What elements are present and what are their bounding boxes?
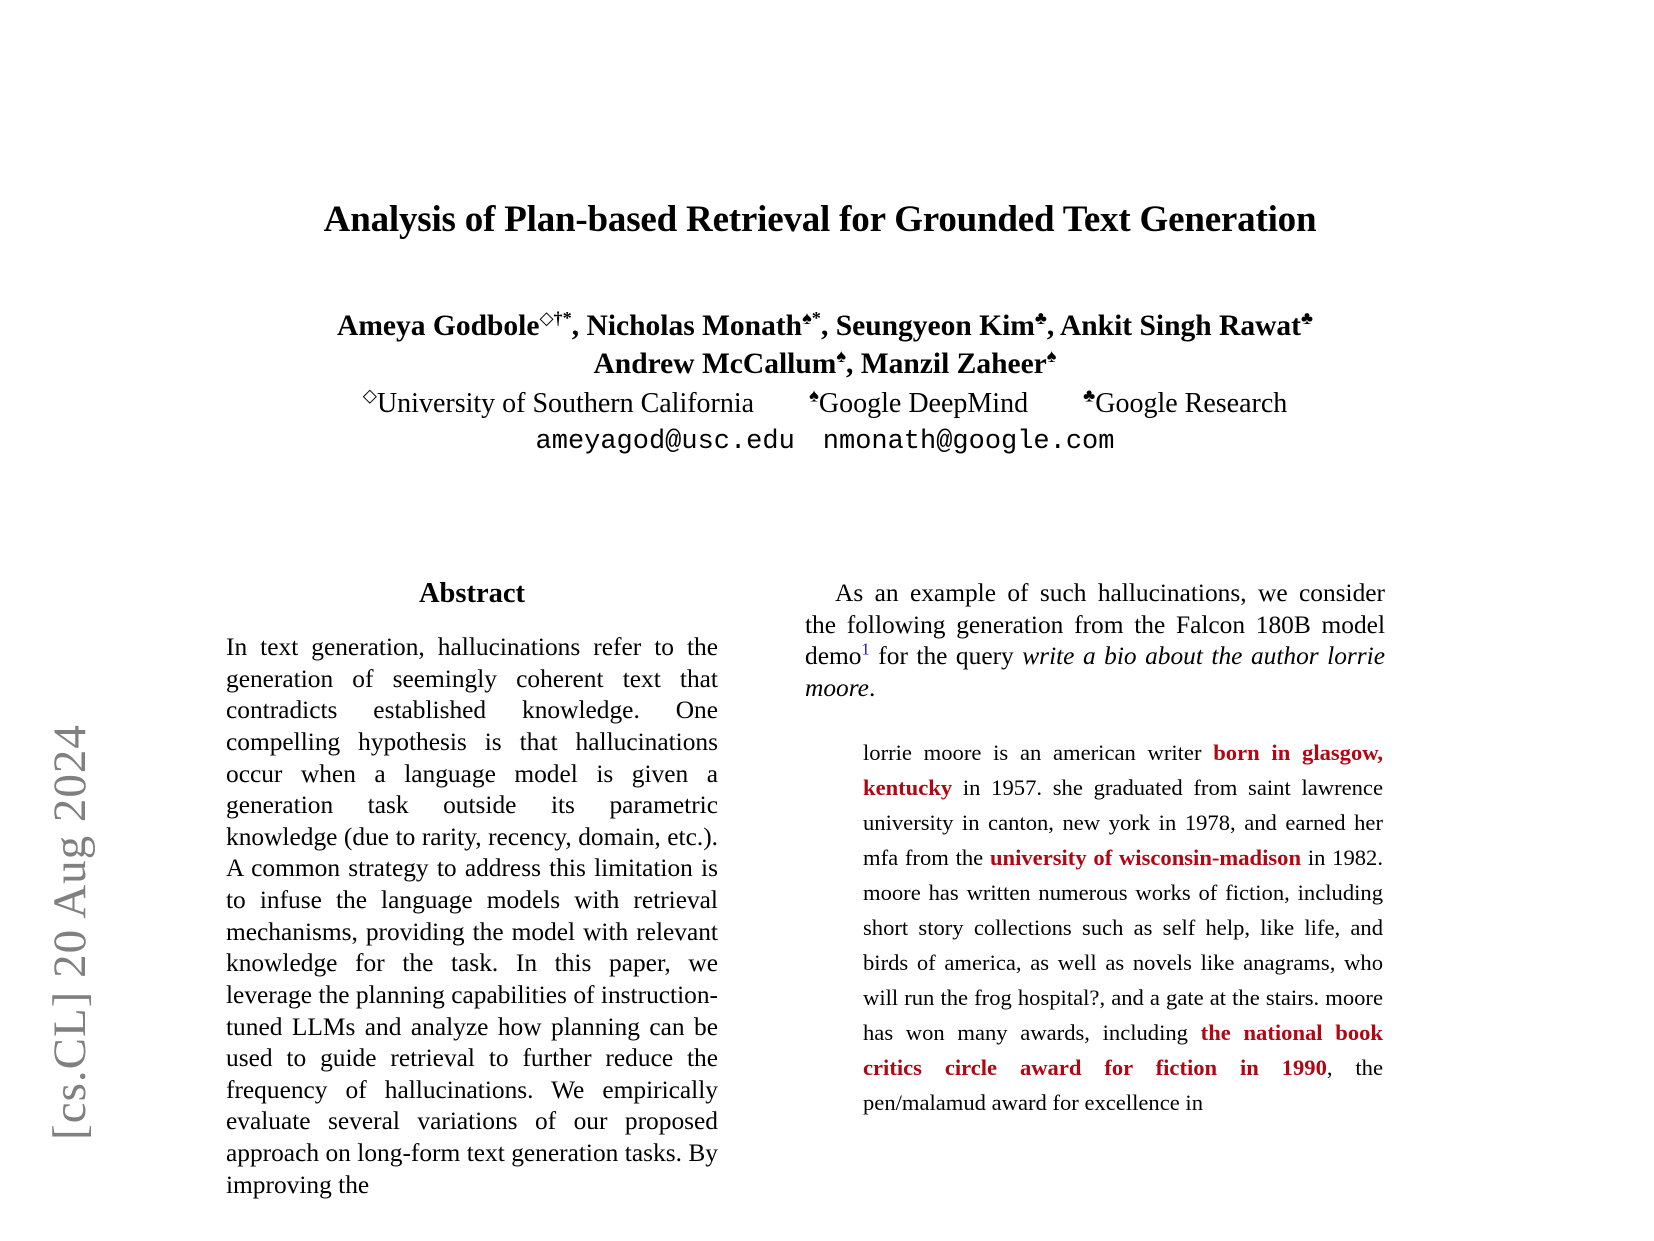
- intro-text-part1: As an example of such hallucinations, we consider the following generation from the Falcon 180B model demo: [805, 579, 1385, 671]
- hallucination-highlight: the national book critics circle award for fiction in 1990: [863, 1019, 1383, 1080]
- hallucination-highlight: university of wisconsin-madison: [989, 844, 1302, 870]
- page-title: Analysis of Plan-based Retrieval for Grounded Text Generation: [323, 199, 1317, 240]
- author-name: Andrew McCallum: [593, 347, 837, 380]
- intro-query-italic: write a bio about the author lorrie moore: [805, 642, 1386, 702]
- affiliation-google-research: [1083, 386, 1287, 422]
- author-affiliation-marker: ♣: [1034, 308, 1047, 329]
- author-affiliation-marker: ♠: [836, 345, 847, 366]
- affiliation-deepmind: [809, 386, 1028, 422]
- abstract-text: In text generation, hallucinations refer to the generation of seemingly coherent text that contradicts established knowledge. One compelling hypothesis is that hallucinations occur when a language model is given a generation task outside its parametric knowledge (due to rarity, recency, domain, etc.). A common strategy to address this limitation is to infuse the language models with retrieval mechanisms, providing the model with relevant knowledge for the task. In this paper, we leverage the planning capabilities of instruction-tuned LLMs and analyze how planning can be used to guide retrieval to further reduce the frequency of hallucinations. We empirically evaluate several variations of our proposed approach on long-form text generation tasks. By improving the: [226, 633, 718, 1199]
- author-affiliation-marker: ♣: [1300, 308, 1313, 329]
- author-name: , Seungyeon Kim: [820, 310, 1035, 342]
- affiliation-marker: ♠: [809, 385, 819, 406]
- intro-text-part2: for the query: [869, 642, 1023, 671]
- affiliation-marker: ◇: [362, 385, 377, 406]
- intro-paragraph: [805, 578, 1385, 705]
- affiliation-name: University of Southern California: [376, 388, 755, 419]
- author-name: , Ankit Singh Rawat: [1046, 310, 1301, 342]
- affiliation-list: [210, 386, 1440, 422]
- author-list: [210, 308, 1440, 384]
- author-affiliation-marker: ♠: [1046, 345, 1057, 366]
- intro-text-part3: .: [868, 673, 876, 702]
- quote-text: in 1957. she graduated from saint lawrence university in canton, new york in 1978, and earned her mfa from the: [863, 774, 1383, 870]
- abstract-heading: Abstract: [418, 578, 526, 609]
- affiliation-marker: ♣: [1083, 385, 1096, 406]
- affiliation-name: Google Research: [1095, 388, 1288, 419]
- email-list: [210, 424, 1440, 460]
- quote-text: in 1982. moore has written numerous works of fiction, including short story collections such as self help, like life, and birds of america, as well as novels like anagrams, who will run the frog hospital?, and a gate at the stairs. moore has won many awards, including: [863, 844, 1383, 1045]
- affiliation-name: Google DeepMind: [818, 388, 1029, 419]
- hallucination-highlight: born in glasgow, kentucky: [863, 739, 1383, 800]
- author-line-1: [210, 308, 1440, 346]
- abstract-column: [226, 578, 718, 1201]
- arxiv-stamp: [cs.CL] 20 Aug 2024: [44, 724, 96, 1140]
- author-line-2: [210, 346, 1440, 384]
- affiliation-usc: [363, 386, 754, 422]
- author-name: , Nicholas Monath: [571, 310, 803, 342]
- author-name: Ameya Godbole: [337, 310, 540, 342]
- email-address[interactable]: nmonath@google.com: [822, 427, 1115, 457]
- author-affiliation-marker: ♠*: [802, 308, 821, 329]
- email-address[interactable]: ameyagod@usc.edu: [535, 427, 795, 457]
- quote-text: , the pen/malamud award for excellence in: [863, 1054, 1383, 1115]
- footnote-ref-icon[interactable]: 1: [861, 639, 870, 659]
- introduction-column: [805, 578, 1385, 1120]
- author-name: , Manzil Zaheer: [846, 347, 1047, 380]
- author-affiliation-marker: ◇†*: [539, 308, 572, 329]
- quote-text: lorrie moore is an american writer: [863, 739, 1214, 765]
- model-generation-quote: [863, 735, 1383, 1120]
